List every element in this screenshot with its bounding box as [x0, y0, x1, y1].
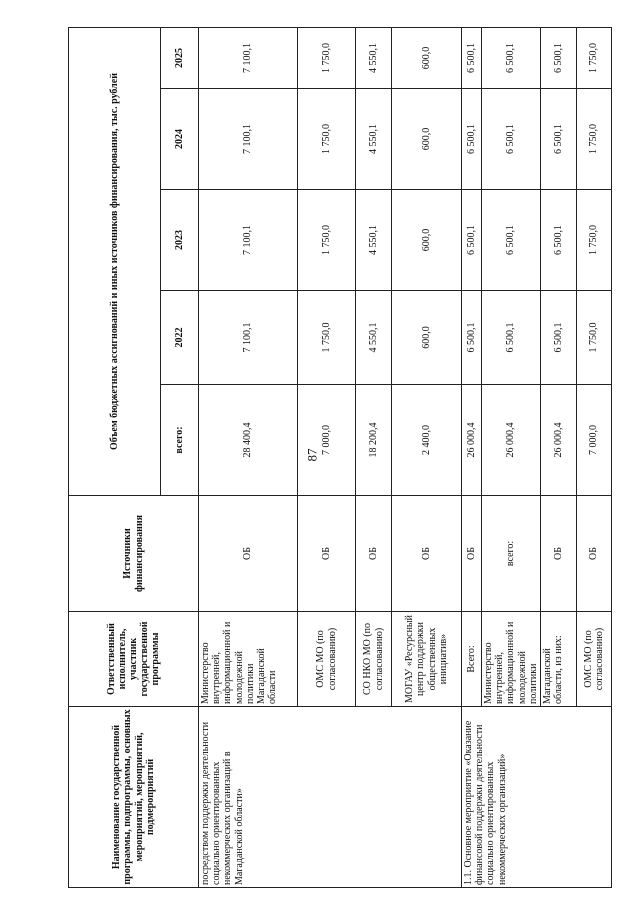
value-2024-cell: 600,0 — [392, 89, 462, 190]
header-name: Наименование государственной программы, подпрограммы, основных мероприятий, мероприятий, подмероприятий — [69, 707, 199, 888]
value-2022-cell: 6 500,1 — [482, 291, 541, 385]
funding-table — [68, 27, 612, 888]
executor-cell: ОМС МО (по согласованию) — [298, 612, 356, 707]
value-2023-cell: 600,0 — [392, 190, 462, 291]
value-2023-cell: 6 500,1 — [482, 190, 541, 291]
header-2025: 2025 — [161, 27, 199, 88]
header-source: Источники финансирования — [69, 496, 199, 612]
value-2023-cell: 7 100,1 — [199, 190, 298, 291]
rotated-table-wrapper — [68, 28, 605, 888]
value-2022-cell: 1 750,0 — [576, 291, 611, 385]
value-2023-cell: 1 750,0 — [576, 190, 611, 291]
value-2023-cell: 6 500,1 — [540, 190, 576, 291]
value-2022-cell: 6 500,1 — [462, 291, 482, 385]
value-2024-cell: 6 500,1 — [482, 89, 541, 190]
source-cell: ОБ — [576, 496, 611, 612]
value-2022-cell: 7 100,1 — [199, 291, 298, 385]
value-2025-cell: 6 500,1 — [462, 27, 482, 88]
total-cell: 7 000,0 — [576, 385, 611, 496]
value-2023-cell: 4 550,1 — [356, 190, 392, 291]
value-2025-cell: 4 550,1 — [356, 27, 392, 88]
value-2024-cell: 6 500,1 — [540, 89, 576, 190]
value-2025-cell: 6 500,1 — [540, 27, 576, 88]
header-row-1 — [69, 27, 161, 887]
value-2024-cell: 4 550,1 — [356, 89, 392, 190]
value-2023-cell: 1 750,0 — [298, 190, 356, 291]
value-2024-cell: 1 750,0 — [576, 89, 611, 190]
value-2025-cell: 1 750,0 — [576, 27, 611, 88]
total-cell: 26 000,4 — [462, 385, 482, 496]
source-cell: ОБ — [298, 496, 356, 612]
value-2022-cell: 4 550,1 — [356, 291, 392, 385]
total-cell: 26 000,4 — [540, 385, 576, 496]
value-2025-cell: 1 750,0 — [298, 27, 356, 88]
value-2025-cell: 7 100,1 — [199, 27, 298, 88]
header-2024: 2024 — [161, 89, 199, 190]
header-2023: 2023 — [161, 190, 199, 291]
executor-cell: Магаданской области, из них: — [540, 612, 576, 707]
executor-cell: СО НКО МО (по согласованию) — [356, 612, 392, 707]
value-2022-cell: 1 750,0 — [298, 291, 356, 385]
source-cell: ОБ — [392, 496, 462, 612]
executor-cell: Всего: — [462, 612, 482, 707]
value-2025-cell: 600,0 — [392, 27, 462, 88]
total-cell: 7 000,0 — [298, 385, 356, 496]
table-row — [199, 27, 298, 887]
source-cell: всего: — [482, 496, 541, 612]
value-2024-cell: 7 100,1 — [199, 89, 298, 190]
executor-cell: Министерство внутренней, информационной и молодежной политики — [482, 612, 541, 707]
table-row — [462, 27, 482, 887]
header-volume: Объем бюджетных ассигнований и иных источников финансирования, тыс. рублей — [69, 27, 161, 495]
value-2022-cell: 600,0 — [392, 291, 462, 385]
value-2025-cell: 6 500,1 — [482, 27, 541, 88]
page-number: 87 — [304, 448, 320, 462]
value-2024-cell: 1 750,0 — [298, 89, 356, 190]
header-executor: Ответственный исполнитель, участник государственной программы — [69, 612, 199, 707]
total-cell: 28 400,4 — [199, 385, 298, 496]
header-2022: 2022 — [161, 291, 199, 385]
executor-cell: МОГАУ «Ресурсный центр поддержки общественных инициатив» — [392, 612, 462, 707]
total-cell: 18 200,4 — [356, 385, 392, 496]
source-cell: ОБ — [199, 496, 298, 612]
total-cell: 2 400,0 — [392, 385, 462, 496]
row-name-cell: 1.1. Основное мероприятие «Оказание финансовой поддержки деятельности социально ориентированных некоммерческих организаций» — [462, 707, 612, 888]
source-cell: ОБ — [462, 496, 482, 612]
executor-cell: Министерство внутренней, информационной и молодежной политики Магаданской области — [199, 612, 298, 707]
source-cell: ОБ — [540, 496, 576, 612]
row-name-cell: посредством поддержки деятельности социально ориентированных некоммерческих организаций в Магаданской области» — [199, 707, 462, 888]
executor-cell: ОМС МО (по согласованию) — [576, 612, 611, 707]
value-2024-cell: 6 500,1 — [462, 89, 482, 190]
source-cell: ОБ — [356, 496, 392, 612]
total-cell: 26 000,4 — [482, 385, 541, 496]
value-2023-cell: 6 500,1 — [462, 190, 482, 291]
header-total: всего: — [161, 385, 199, 496]
value-2022-cell: 6 500,1 — [540, 291, 576, 385]
